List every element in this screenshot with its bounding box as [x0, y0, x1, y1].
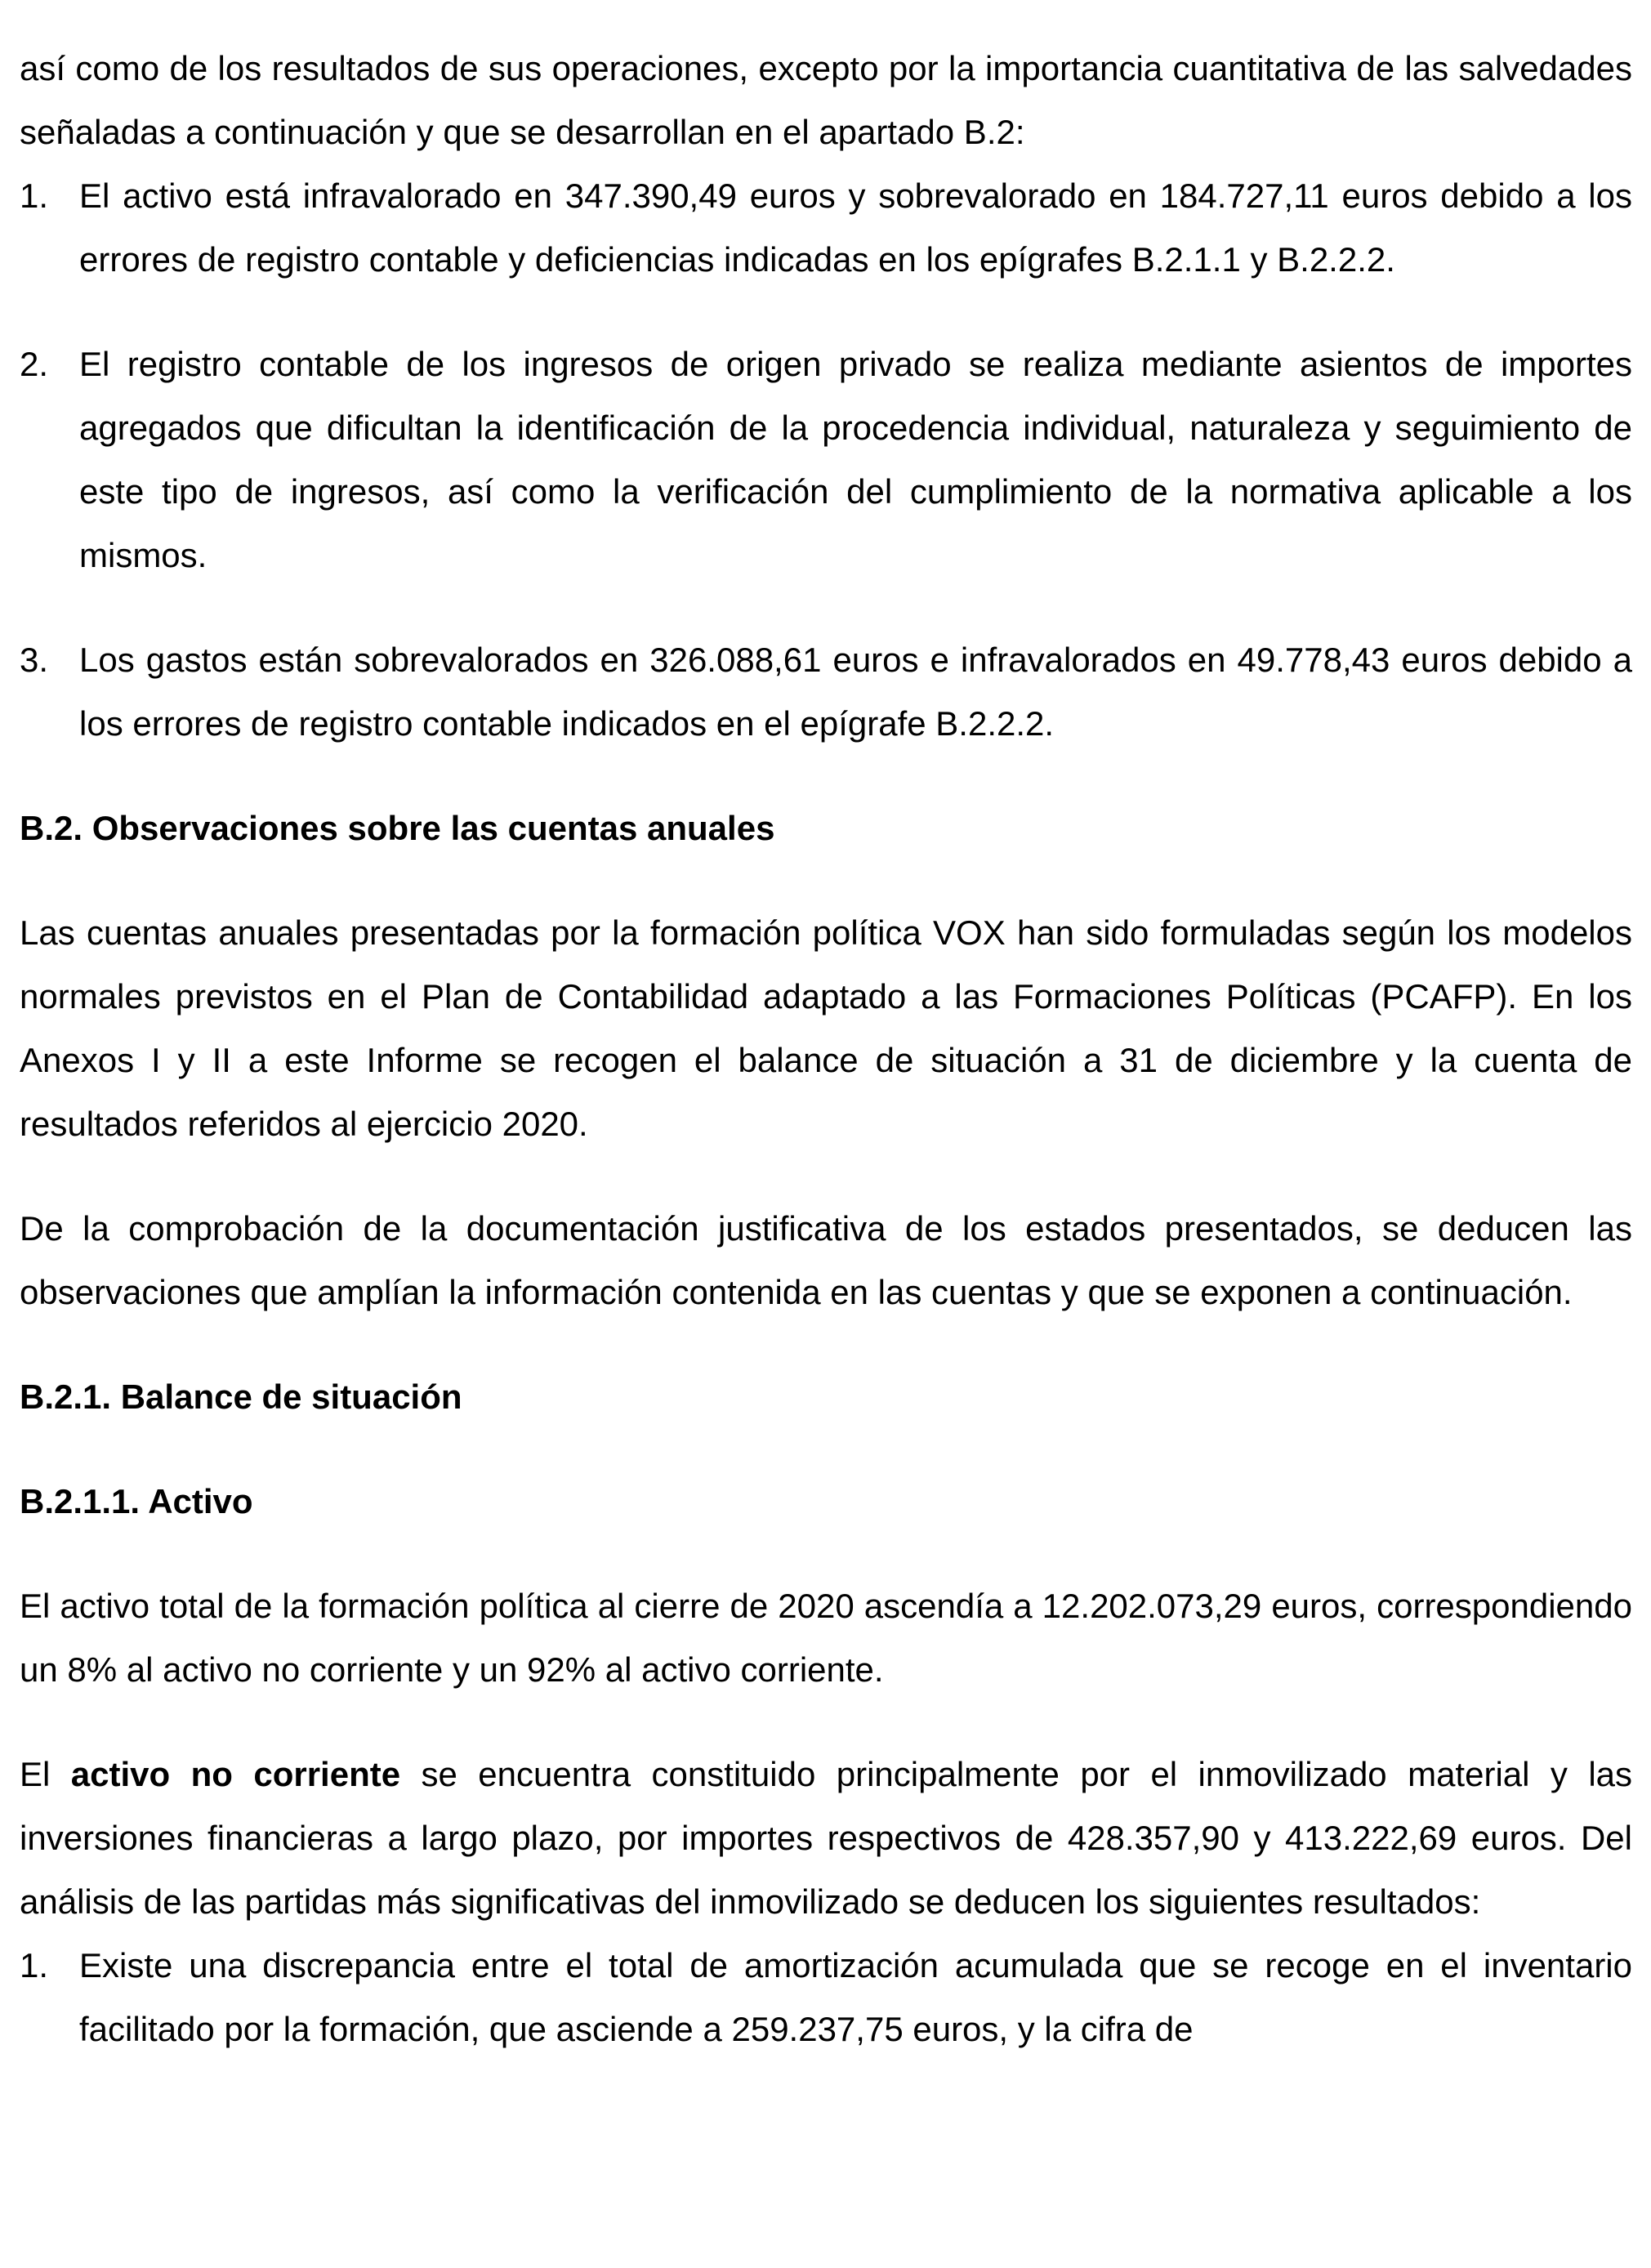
section-heading-b211: B.2.1.1. Activo — [20, 1482, 253, 1520]
list-item-text: Existe una discrepancia entre el total de amortización acumulada que se recoge en el inventario facilitado por la formación, que asciende a 259.237,75 euros, y la cifra de — [79, 1946, 1632, 2048]
document-page — [20, 37, 1632, 2061]
list-item-text: El activo está infravalorado en 347.390,49 euros y sobrevalorado en 184.727,11 euros debido a los errores de registro contable y deficiencias indicadas en los epígrafes B.2.1.1 y B.2.2.2. — [79, 176, 1632, 279]
cuentas-paragraph: Las cuentas anuales presentadas por la formación política VOX han sido formuladas según los modelos normales previstos en el Plan de Contabilidad adaptado a las Formaciones Políticas (PCAFP). En los Anexos I y II a este Informe se recogen el balance de situación a 31 de diciembre y la cuenta de resultados referidos al ejercicio 2020. — [20, 913, 1632, 1143]
salvedades-list — [20, 164, 1632, 756]
activo-total-paragraph: El activo total de la formación política al cierre de 2020 ascendía a 12.202.073,29 euros, correspondiendo un 8% al activo no corriente y un 92% al activo corriente. — [20, 1587, 1632, 1689]
comprobacion-paragraph: De la comprobación de la documentación justificativa de los estados presentados, se deducen las observaciones que amplían la información contenida en las cuentas y que se exponen a continuación. — [20, 1209, 1632, 1311]
list-item-number: 1. — [20, 1946, 49, 1984]
list-item — [20, 1934, 1632, 2061]
list-item — [20, 628, 1632, 756]
list-item-text: Los gastos están sobrevalorados en 326.088,61 euros e infravalorados en 49.778,43 euros debido a los errores de registro contable indicados en el epígrafe B.2.2.2. — [79, 641, 1632, 743]
activo-no-corriente-paragraph — [20, 1743, 1632, 1934]
list-item — [20, 164, 1632, 292]
bold-term: activo no corriente — [70, 1755, 401, 1793]
section-heading-b21: B.2.1. Balance de situación — [20, 1377, 462, 1416]
resultados-list — [20, 1934, 1632, 2061]
paragraph-lead: El — [20, 1755, 71, 1793]
list-item-number: 3. — [20, 641, 49, 679]
list-item-number: 2. — [20, 345, 49, 383]
paragraph-rest: se encuentra constituido principalmente por el inmovilizado material y las inversiones financieras a largo plazo, por importes respectivos de 428.357,90 y 413.222,69 euros. Del análisis de las partidas más significativas del inmovilizado se deducen los siguientes resultados: — [20, 1755, 1633, 1921]
list-item-number: 1. — [20, 176, 49, 215]
list-item — [20, 333, 1632, 587]
list-item-text: El registro contable de los ingresos de origen privado se realiza mediante asientos de importes agregados que dificultan la identificación de la procedencia individual, naturaleza y seguimiento de este tipo de ingresos, así como la verificación del cumplimiento de la normativa aplicable a los mismos. — [79, 345, 1632, 574]
intro-paragraph: así como de los resultados de sus operaciones, excepto por la importancia cuantitativa de las salvedades señaladas a continuación y que se desarrollan en el apartado B.2: — [20, 49, 1632, 151]
section-heading-b2: B.2. Observaciones sobre las cuentas anuales — [20, 809, 775, 847]
